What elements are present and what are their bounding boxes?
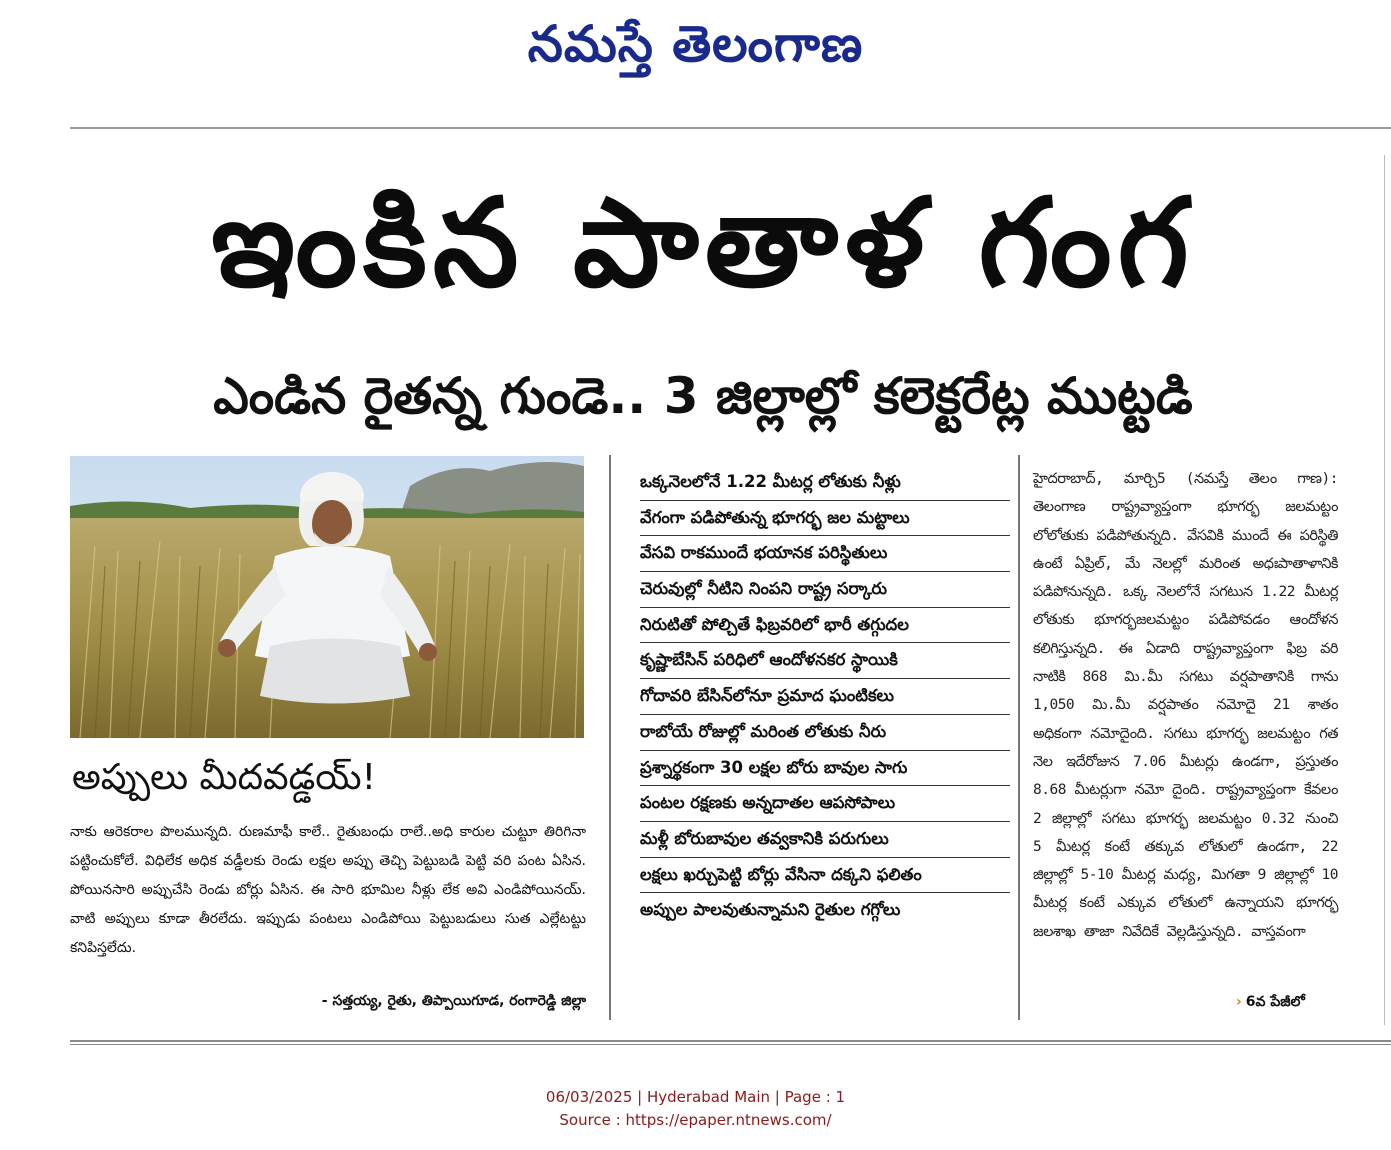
footer-source-link[interactable]: Source : https://epaper.ntnews.com/ xyxy=(559,1111,832,1129)
highlight-item: రాబోయే రోజుల్లో మరింత లోతుకు నీరు xyxy=(640,715,1010,751)
column-divider-right xyxy=(1018,455,1020,1020)
column-divider-edge xyxy=(1384,155,1385,1025)
continued-link[interactable] xyxy=(1236,994,1305,1013)
continued-label: 6వ పేజీలో xyxy=(1245,994,1305,1010)
article-body: హైదరాబాద్‌, మార్చి5 (నమస్తే తెలం గాణ): తెలంగాణ రాష్ట్రవ్యాప్తంగా భూగర్భ జలమట్టం లోలోతుకు పడిపోతున్నది. వేసవికి ముందే ఈ పరిస్థితి ఉంటే ఏప్రిల్‌, మే నెలల్లో మరింత అధఃపాతాళానికి పడిపోనున్నది. ఒక్క నెలలోనే సగటున 1.22 మీటర్ల లోతుకు భూగర్భజలమట్టం పడిపోవడం ఆందోళన కలిగిస్తున్నది. ఈ ఏడాది రాష్ట్రవ్యాప్తంగా ఫిబ్ర వరి నాటికి 868 మి.మీ సగటు వర్షపాతానికి గాను 1,050 మి.మీ వర్షపాతం నమోదై 21 శాతం అధికంగా నమోదైంది. సగటు భూగర్భ జలమట్టం గత నెల ఇదేరోజున 7.06 మీటర్లు ఉండగా, ప్రస్తుతం 8.68 మీటర్లుగా నమో దైంది. రాష్ట్రవ్యాప్తంగా కేవలం 2 జిల్లాల్లో సగటు భూగర్భ జలమట్టం 0.32 నుంచి 5 మీటర్ల కంటే తక్కువ లోతులో ఉండగా, 22 జిల్లాల్లో 5-10 మీటర్ల మధ్య, మిగతా 9 జిల్లాల్లో 10 మీటర్ల కంటే ఎక్కువ లోతులో ఉన్నాయని భూగర్భ జలశాఖ తాజా నివేదికే వెల్లడిస్తున్నది. వాస్తవంగా xyxy=(1033,471,1338,940)
highlight-item: నిరుటితో పోల్చితే ఫిబ్రవరిలో భారీ తగ్గుదల xyxy=(640,608,1010,644)
page-headline: ఇంకిన పాతాళ గంగ xyxy=(211,172,1195,314)
highlight-item: కృష్ణాబేసిన్‌ పరిధిలో ఆందోళనకర స్థాయికి xyxy=(640,643,1010,679)
highlight-item: అప్పుల పాలవుతున్నామని రైతుల గగ్గోలు xyxy=(640,900,901,920)
header-divider xyxy=(70,127,1391,129)
page-subheadline: ఎండిన రైతన్న గుండె.. 3 జిల్లాల్లో కలెక్టరేట్ల ముట్టడి xyxy=(213,367,1193,425)
masthead-logo: నమస్తే తెలంగాణ xyxy=(527,14,864,73)
highlight-item: పంటల రక్షణకు అన్నదాతల ఆపసోపాలు xyxy=(640,786,1010,822)
quote-attribution: - సత్తయ్య, రైతు, తిప్పాయిగూడ, రంగారెడ్డి జిల్లా xyxy=(321,993,586,1009)
highlight-item: మళ్లీ బోరుబావుల తవ్వకానికి పరుగులు xyxy=(640,822,1010,858)
chevron-right-icon: › xyxy=(1236,994,1242,1010)
footer-date-line: 06/03/2025 | Hyderabad Main | Page : 1 xyxy=(545,1088,846,1106)
highlight-item: చెరువుల్లో నీటిని నింపని రాష్ట్ర సర్కారు xyxy=(640,572,1010,608)
highlights-list xyxy=(640,465,1010,929)
highlight-item: ఒక్కనెలలోనే 1.22 మీటర్ల లోతుకు నీళ్లు xyxy=(640,465,1010,501)
highlight-item: లక్షలు ఖర్చుపెట్టి బోర్లు వేసినా దక్కని ఫలితం xyxy=(640,858,1010,894)
farmer-photo xyxy=(70,456,584,738)
highlight-item: ప్రశ్నార్థకంగా 30 లక్షల బోరు బావుల సాగు xyxy=(640,751,1010,787)
footer-divider xyxy=(70,1040,1391,1045)
column-divider-left xyxy=(609,455,611,1020)
highlight-item: గోదావరి బేసిన్‌లోనూ ప్రమాద ఘంటికలు xyxy=(640,679,1010,715)
highlight-item: వేసవి రాకముందే భయానక పరిస్థితులు xyxy=(640,536,1010,572)
quote-body: నాకు ఆరెకరాల పొలమున్నది. రుణమాఫీ కాలే.. రైతుబంధు రాలే..అధి కారుల చుట్టూ తిరిగినా పట్టించుకోలే. విధిలేక అధిక వడ్డీలకు రెండు లక్షల అప్పు తెచ్చి పెట్టుబడి పెట్టి వరి పంట ఏసిన. పోయినసారి అప్పుచేసి రెండు బోర్లు ఏసిన. ఈ సారి భూమిల నీళ్లు లేక అవి ఎండిపోయినయ్‌. వాటి అప్పులు కూడా తీరలేదు. ఇప్పుడు పంటలు ఎండిపోయి పెట్టుబడులు సుత ఎల్లేటట్టు కనిపిస్తలేదు. xyxy=(70,824,586,956)
highlight-item: వేగంగా పడిపోతున్న భూగర్భ జల మట్టాలు xyxy=(640,501,1010,537)
quote-title: అప్పులు మీదవడ్డయ్‌! xyxy=(72,757,377,798)
